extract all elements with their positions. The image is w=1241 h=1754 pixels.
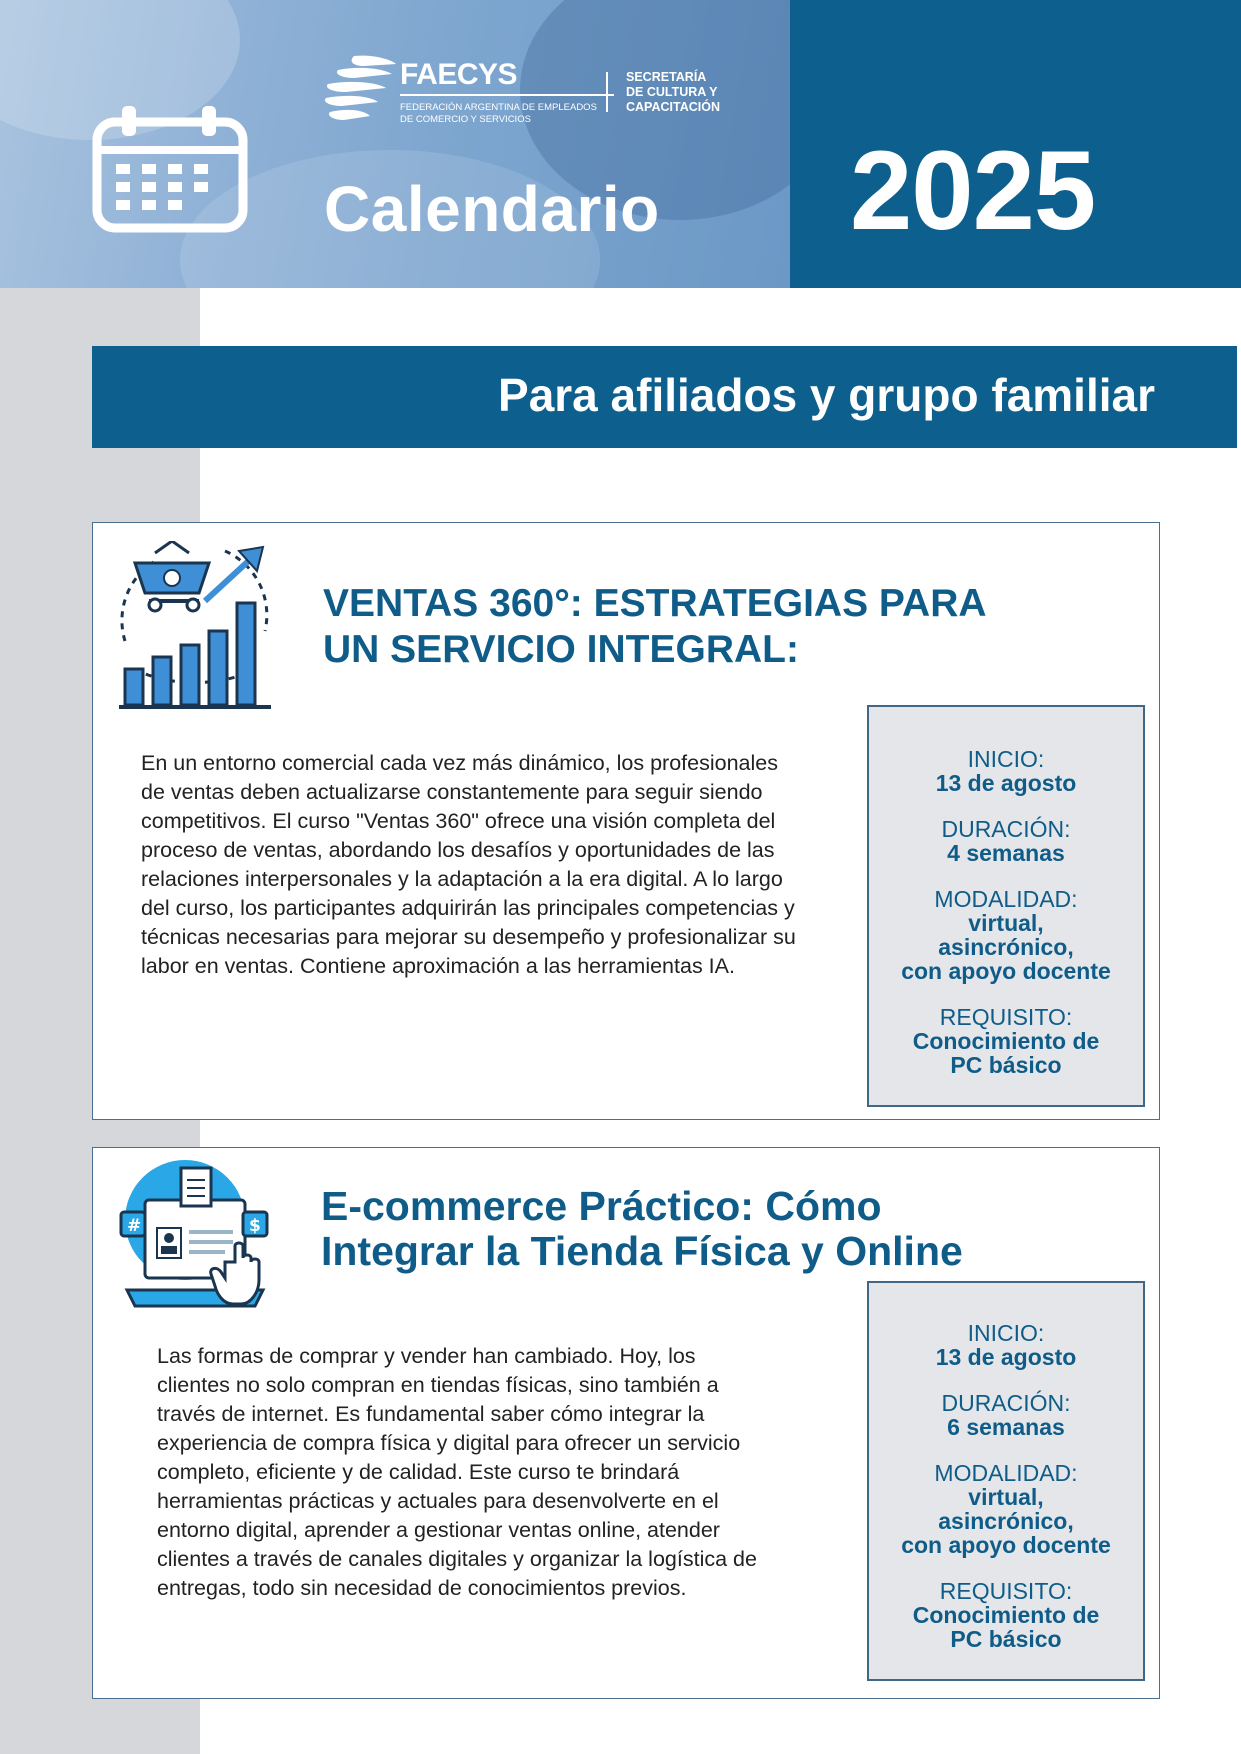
course-card-ecommerce [92, 1147, 1160, 1699]
description-line: entregas, todo sin necesidad de conocimientos previos. [157, 1576, 687, 1600]
description-line: Las formas de comprar y vender han cambiado. Hoy, los [157, 1344, 696, 1368]
info-value: Conocimiento de [912, 1028, 1100, 1054]
description-line: labor en ventas. Contiene aproximación a las herramientas IA. [141, 954, 735, 978]
info-requisito [869, 1579, 1143, 1651]
course-info-box [867, 705, 1145, 1107]
course-title-line: E-commerce Práctico: Cómo [321, 1183, 882, 1229]
audience-banner [92, 346, 1237, 448]
info-modalidad [869, 1461, 1143, 1557]
info-value: asincrónico, [938, 1508, 1074, 1534]
description-line: técnicas necesarias para mejorar su desempeño y profesionalizar su [141, 925, 796, 949]
year-label: 2025 [850, 128, 1096, 253]
course-title [321, 1184, 1121, 1274]
shopping-cart-growth-chart-icon [115, 541, 275, 711]
secretaria-line: CAPACITACIÓN [626, 100, 720, 114]
info-value: asincrónico, [938, 934, 1074, 960]
brand-rule [400, 94, 614, 96]
description-line: entorno digital, aprender a gestionar ventas online, atender [157, 1518, 720, 1542]
info-value: con apoyo docente [901, 1532, 1111, 1558]
info-label: DURACIÓN: [941, 816, 1071, 842]
info-duracion [869, 1391, 1143, 1439]
course-title-line: VENTAS 360°: ESTRATEGIAS PARA [323, 582, 987, 625]
description-line: proceso de ventas, abordando los desafíos y oportunidades de las [141, 838, 775, 862]
info-value: 4 semanas [947, 840, 1065, 866]
course-title-line: Integrar la Tienda Física y Online [321, 1228, 963, 1274]
description-line: En un entorno comercial cada vez más dinámico, los profesionales [141, 751, 778, 775]
brand-subtitle [400, 102, 640, 126]
description-line: relaciones interpersonales y la adaptación a la era digital. A lo largo [141, 867, 783, 891]
info-label: DURACIÓN: [941, 1390, 1071, 1416]
info-value: Conocimiento de [912, 1602, 1100, 1628]
info-value: 13 de agosto [935, 770, 1077, 796]
info-label: INICIO: [967, 1320, 1045, 1346]
description-line: completo, eficiente y de calidad. Este curso te brindará [157, 1460, 680, 1484]
course-card-ventas [92, 522, 1160, 1120]
info-duracion [869, 817, 1143, 865]
ecommerce-laptop-icon [115, 1158, 275, 1318]
course-info-box [867, 1281, 1145, 1681]
info-inicio [869, 1321, 1143, 1369]
info-value: con apoyo docente [901, 958, 1111, 984]
audience-banner-text: Para afiliados y grupo familiar [498, 369, 1155, 421]
description-line: de ventas deben actualizarse constantemente para seguir siendo [141, 780, 763, 804]
course-description [141, 749, 841, 981]
info-value: 6 semanas [947, 1414, 1065, 1440]
info-label: REQUISITO: [939, 1578, 1073, 1604]
description-line: experiencia de compra física y digital para ofrecer un servicio [157, 1431, 741, 1455]
info-value: 13 de agosto [935, 1344, 1077, 1370]
brand-subtitle-line: FEDERACIÓN ARGENTINA DE EMPLEADOS [400, 102, 597, 113]
brand-subtitle-line: DE COMERCIO Y SERVICIOS [400, 114, 531, 125]
description-line: clientes a través de canales digitales y organizar la logística de [157, 1547, 757, 1571]
description-line: clientes no solo compran en tiendas físicas, sino también a [157, 1373, 719, 1397]
course-title-line: UN SERVICIO INTEGRAL: [323, 628, 799, 671]
calendar-icon [92, 104, 248, 234]
info-label: INICIO: [967, 746, 1045, 772]
description-line: herramientas prácticas y actuales para desenvolverte en el [157, 1489, 719, 1513]
logo-divider [606, 72, 608, 112]
course-title [323, 581, 1103, 673]
secretaria-line: SECRETARÍA [626, 70, 707, 84]
info-value: virtual, [968, 910, 1044, 936]
page-title: Calendario [324, 173, 660, 245]
info-value: PC básico [950, 1626, 1062, 1652]
course-description [157, 1342, 837, 1603]
info-label: MODALIDAD: [934, 886, 1078, 912]
description-line: competitivos. El curso "Ventas 360" ofrece una visión completa del [141, 809, 776, 833]
faecys-logo-mark-icon [324, 54, 398, 128]
info-requisito [869, 1005, 1143, 1077]
info-label: REQUISITO: [939, 1004, 1073, 1030]
header [0, 0, 1241, 288]
description-line: del curso, los participantes adquirirán las principales competencias y [141, 896, 795, 920]
brand-name: FAECYS [400, 58, 518, 91]
secretaria-line: DE CULTURA Y [626, 85, 718, 99]
svg-text:$: $ [249, 1216, 261, 1236]
info-modalidad [869, 887, 1143, 983]
info-value: PC básico [950, 1052, 1062, 1078]
info-inicio [869, 747, 1143, 795]
description-line: través de internet. Es fundamental saber cómo integrar la [157, 1402, 705, 1426]
info-label: MODALIDAD: [934, 1460, 1078, 1486]
info-value: virtual, [968, 1484, 1044, 1510]
secretaria-label [626, 70, 756, 115]
svg-text:#: # [127, 1216, 142, 1236]
